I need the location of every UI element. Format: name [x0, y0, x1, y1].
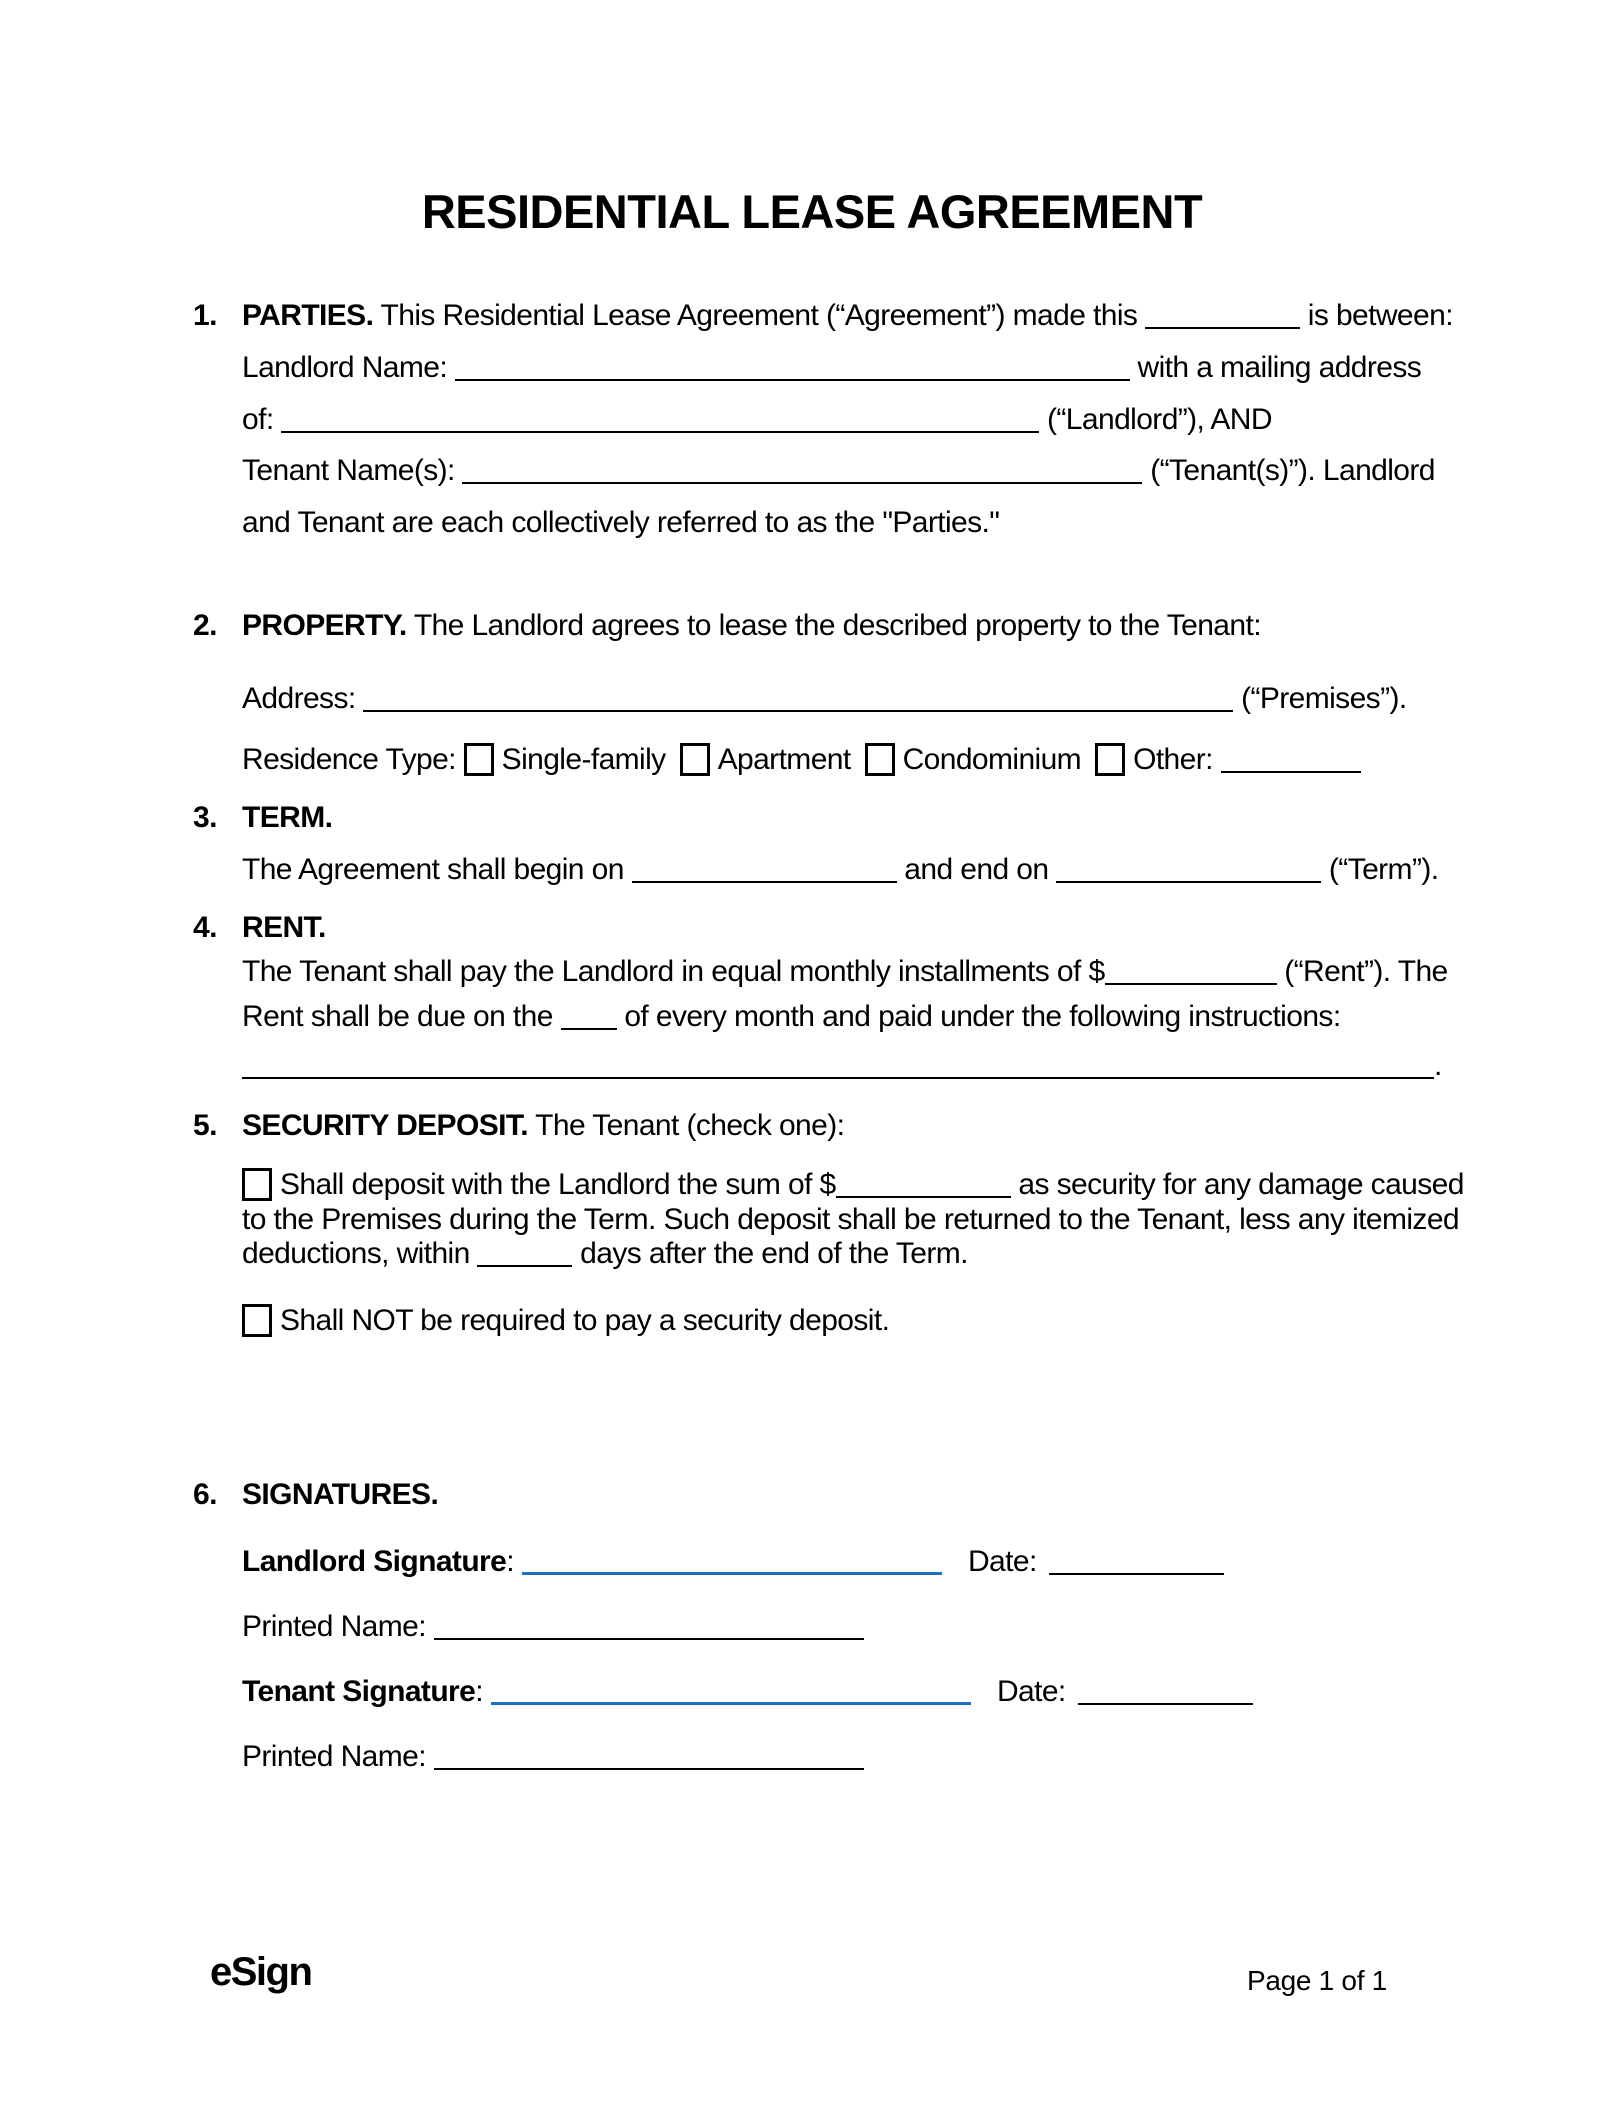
deposit-option1-line2-text: to the Premises during the Term. Such deposit shall be returned to the Tenant, less any itemized [242, 1203, 1460, 1236]
property-address-line [242, 681, 1407, 717]
printed-name-label: Printed Name: [242, 1610, 434, 1643]
section-number: 5. [193, 1109, 217, 1142]
payment-instructions-blank[interactable] [242, 1065, 1434, 1079]
residence-type-label: Residence Type: [242, 743, 464, 776]
apartment-checkbox[interactable] [680, 743, 710, 776]
property-heading-rest: The Landlord agrees to lease the described property to the Tenant: [406, 609, 1261, 642]
parties-intro-text: This Residential Lease Agreement (“Agreement”) made this [373, 299, 1146, 332]
tenant-printed-name-line [242, 1739, 864, 1775]
esign-logo: eSign [210, 1950, 312, 1994]
deposit-heading: SECURITY DEPOSIT. [242, 1109, 528, 1142]
landlord-signature-field[interactable] [522, 1560, 942, 1575]
landlord-printed-name-line [242, 1609, 864, 1645]
made-this-date-blank[interactable] [1145, 315, 1300, 329]
rent-line2-tail: of every month and paid under the following instructions: [616, 1000, 1341, 1033]
deposit-heading-rest: The Tenant (check one): [527, 1109, 845, 1142]
rent-instructions-line [242, 1048, 1442, 1084]
address-label: Address: [242, 682, 364, 715]
of-tail: (“Landlord”), AND [1039, 403, 1272, 436]
term-begin-text: The Agreement shall begin on [242, 853, 632, 886]
signatures-heading-line [193, 1477, 438, 1513]
landlord-printed-name-blank[interactable] [434, 1626, 864, 1640]
deposit-option1-tail: as security for any damage caused [1010, 1168, 1464, 1201]
deposit-option1-line3-start: deductions, within [242, 1237, 478, 1270]
landlord-address-blank[interactable] [281, 419, 1039, 433]
parties-intro-tail: is between: [1300, 299, 1453, 332]
document-title: RESIDENTIAL LEASE AGREEMENT [421, 185, 1203, 238]
deposit-option2-line [242, 1303, 889, 1339]
other-residence-blank[interactable] [1221, 759, 1361, 773]
landlord-signature-line [242, 1544, 1224, 1580]
deposit-amount-blank[interactable] [836, 1184, 1011, 1198]
tenant-name-tail: (“Tenant(s)”). Landlord [1142, 454, 1435, 487]
tenant-signature-line [242, 1674, 1253, 1710]
deposit-option1-line1 [242, 1168, 1464, 1202]
landlord-name-blank[interactable] [455, 367, 1130, 381]
deposit-option1-line2 [242, 1203, 1459, 1237]
rent-line1 [242, 954, 1448, 990]
property-address-blank[interactable] [363, 698, 1233, 712]
condominium-checkbox[interactable] [865, 743, 895, 776]
landlord-signature-date-blank[interactable] [1049, 1561, 1224, 1575]
rent-line1-tail: (“Rent”). The [1276, 955, 1448, 988]
tenant-printed-name-blank[interactable] [434, 1756, 864, 1770]
section-number: 3. [193, 801, 217, 834]
signatures-heading: SIGNATURES. [242, 1478, 439, 1511]
deposit-option1-start: Shall deposit with the Landlord the sum of $ [280, 1168, 836, 1201]
section-number: 6. [193, 1478, 217, 1511]
term-end-date-blank[interactable] [1056, 869, 1321, 883]
parties-closing-line [242, 505, 999, 541]
rent-line2 [242, 999, 1341, 1035]
tenant-name-blank[interactable] [462, 470, 1142, 484]
deposit-option1-line3-tail: days after the end of the Term. [572, 1237, 968, 1270]
other-label: Other: [1133, 743, 1221, 776]
rent-line2-start: Rent shall be due on the [242, 1000, 561, 1033]
residence-type-line [242, 742, 1361, 778]
rent-heading-line [193, 910, 326, 946]
term-start-date-blank[interactable] [632, 869, 897, 883]
deposit-days-blank[interactable] [477, 1253, 572, 1267]
parties-heading: PARTIES. [242, 299, 374, 332]
rent-line3-tail: . [1434, 1049, 1442, 1082]
tenant-signature-label: Tenant Signature [242, 1675, 476, 1708]
single-family-label: Single-family [501, 743, 666, 776]
rent-due-day-blank[interactable] [561, 1016, 617, 1030]
parties-tenant-line [242, 453, 1435, 489]
date-label: Date: [967, 1545, 1037, 1578]
tenant-signature-field[interactable] [491, 1690, 971, 1705]
tenant-signature-date-blank[interactable] [1078, 1691, 1253, 1705]
landlord-signature-label: Landlord Signature [242, 1545, 507, 1578]
landlord-name-label: Landlord Name: [242, 351, 455, 384]
single-family-checkbox[interactable] [464, 743, 494, 776]
date-label: Date: [996, 1675, 1066, 1708]
landlord-name-tail: with a mailing address [1129, 351, 1422, 384]
property-heading-line [193, 608, 1261, 644]
rent-line1-start: The Tenant shall pay the Landlord in equal monthly installments of $ [242, 955, 1105, 988]
deposit-option2-text: Shall NOT be required to pay a security deposit. [280, 1304, 890, 1337]
address-tail: (“Premises”). [1233, 682, 1407, 715]
parties-landlord-line [242, 350, 1421, 386]
section-number: 1. [193, 299, 217, 332]
no-deposit-checkbox[interactable] [242, 1304, 272, 1337]
condominium-label: Condominium [902, 743, 1082, 776]
parties-closing-text: and Tenant are each collectively referred to as the "Parties." [242, 506, 1000, 539]
page-number: Page 1 of 1 [1247, 1965, 1387, 1996]
term-heading: TERM. [242, 801, 333, 834]
deposit-heading-line [193, 1108, 844, 1144]
printed-name-label: Printed Name: [242, 1740, 434, 1773]
term-body-line [242, 852, 1438, 888]
tenant-name-label: Tenant Name(s): [242, 454, 463, 487]
property-heading: PROPERTY. [242, 609, 407, 642]
deposit-required-checkbox[interactable] [242, 1168, 272, 1201]
term-tail-text: (“Term”). [1321, 853, 1439, 886]
apartment-label: Apartment [717, 743, 851, 776]
parties-heading-line [193, 298, 1453, 334]
colon: : [475, 1675, 483, 1708]
rent-heading: RENT. [242, 911, 326, 944]
rent-amount-blank[interactable] [1105, 971, 1277, 985]
colon: : [506, 1545, 514, 1578]
section-number: 4. [193, 911, 217, 944]
term-mid-text: and end on [896, 853, 1057, 886]
of-label: of: [242, 403, 282, 436]
term-heading-line [193, 800, 332, 836]
section-number: 2. [193, 609, 217, 642]
parties-address-line [242, 402, 1272, 438]
other-checkbox[interactable] [1095, 743, 1125, 776]
deposit-option1-line3 [242, 1237, 968, 1271]
